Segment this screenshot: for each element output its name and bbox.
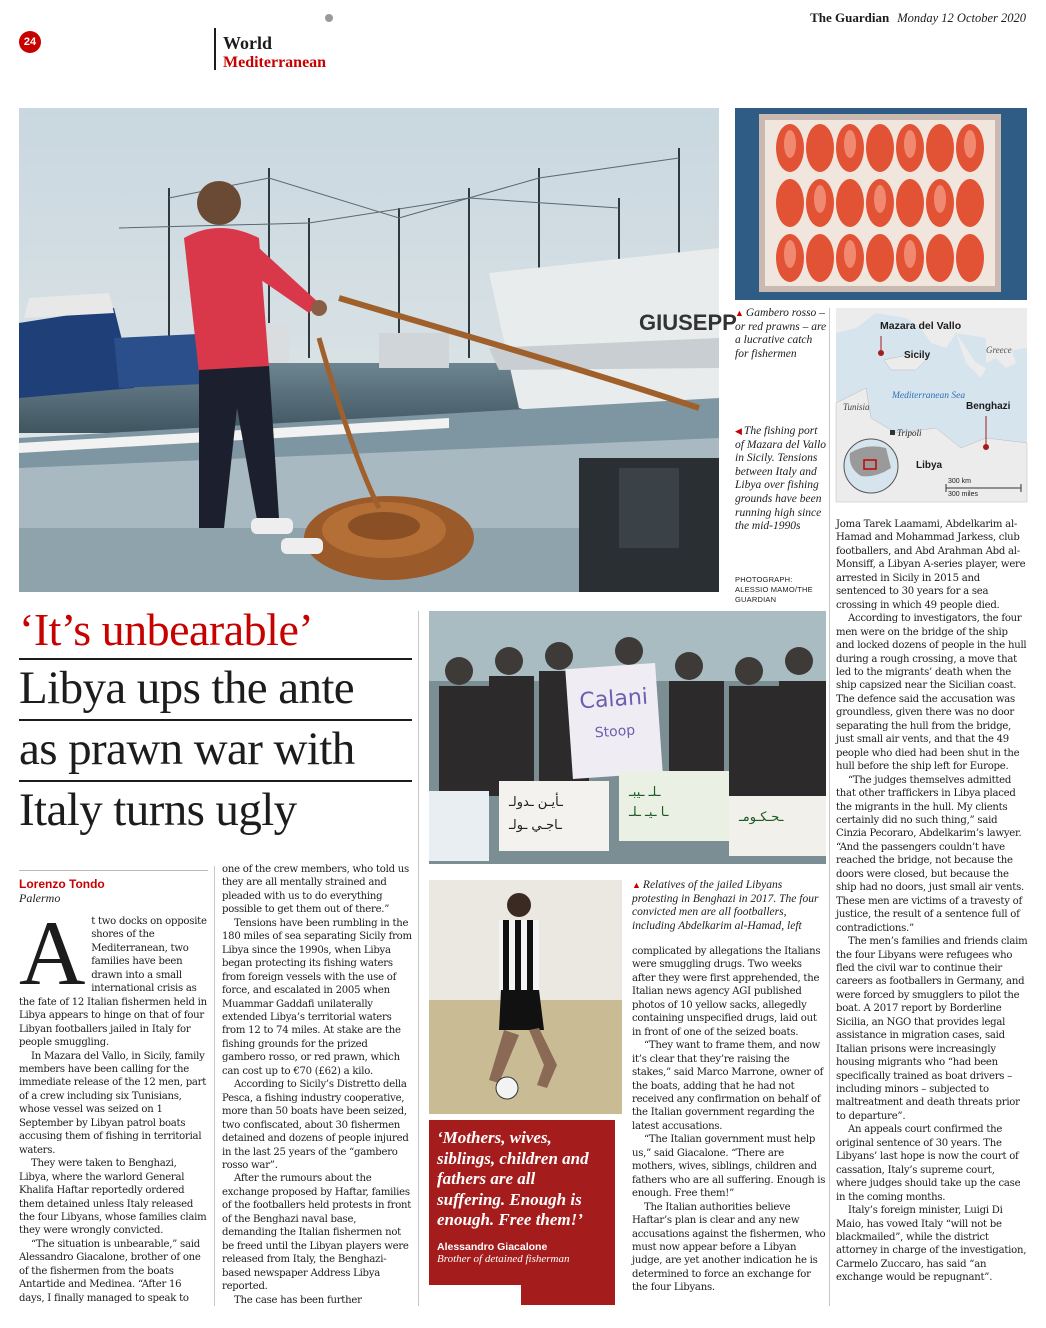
column-rule [214,866,215,1306]
pull-quote-role: Brother of detained fisherman [437,1252,570,1265]
paragraph: “They want to frame them, and now it’s clear that they’re raising the stakes,” said Marco Marrone, owner of the boats, adding that he had not received any confirmation on behalf of the Italian government regarding the latest accusations. [632,1040,824,1132]
paragraph: According to investigators, the four men were on the bridge of the ship and locked dozens of people in the hull during a rough crossing, a move that led to the migrants’ death when the ship capsized near the Sicilian coast. The defence said the accusation was groundless, given there was no door separating the hull from the bridge, just small air vents, and that the 49 people who died had been shut in the hull before the ship left for Europe. [836,613,1027,773]
headline-line-3: Italy turns ugly [19,784,297,836]
map-label-sicily: Sicily [904,350,931,361]
paragraph: The men’s families and friends claim the four Libyans were refugees who fled the civil war to continue their careers as footballers in Germany, and were forced by smugglers to pilot the boat. A 2017 report by Borderline Sicilia, an NGO that provides legal assistance in migration cases, said Italian prisons were increasingly housing migrants who “had been specifically trained as boat drivers – including minors – subjected to maltreatment and death threats prior to departure”. [836,936,1028,1122]
paragraph: complicated by allegations the Italians were smuggling drugs. Two weeks after they were first apprehended, the Italian news agency AGI published photos of 10 yellow sacks, allegedly containing unspecified drugs, laid out in front of one of the seized boats. [632,946,821,1038]
paragraph: one of the crew members, who told us they are all mentally strained and pleaded with us to do everything possible to get them out of there.” [222,864,409,916]
paragraph: t two docks on opposite shores of the Mediterranean, two families have been drawn into a small international crisis as the fate of 12 Italian fishermen held in Libya appears to hinge on that of four Libyan footballers jailed in Italy for people smuggling. [19,916,207,1049]
prawns-caption: ▲ Gambero rosso – or red prawns – are a lucrative catch for fishermen [735,307,827,360]
page-dot [325,14,333,22]
pull-quote-tail [521,1285,615,1305]
fishing-port-photo [19,108,737,592]
column-rule [829,308,830,1306]
svg-text:ـاجـي ـولـ: ـاجـي ـولـ [509,818,562,833]
map-label-greece: Greece [986,345,1012,355]
prawns-photo [735,108,1027,300]
paragraph: After the rumours about the exchange proposed by Haftar, families of the footballers held protests in front of the Benghazi naval base, demanding the Italian fishermen not be freed until the Libyan players were released from Italy, the Benghazi-based newspaper Address Libya reported. [222,1173,412,1293]
author-name: Lorenzo Tondo [19,877,105,891]
paragraph: An appeals court confirmed the original sentence of 30 years. The Libyans’ last hope is now the court of cassation, Italy’s supreme court, where judges should take up the case in the coming months. [836,1124,1021,1203]
svg-text:ـا ـيـ ـلـ: ـا ـيـ ـلـ [629,805,669,820]
pull-quote-name: Alessandro Giacalone [437,1240,548,1253]
headline-kicker: ‘It’s unbearable’ [19,604,314,655]
caption-arrow-left-icon: ◀ [735,426,742,436]
paragraph: “The Italian government must help us,” said Giacalone. “There are mothers, wives, siblings, children and fathers who are all suffering. Enough is enough. Free them!” [632,1134,826,1200]
caption-triangle-icon: ▲ [632,880,641,890]
map-label-tunisia: Tunisia [843,402,870,412]
svg-text:ـلـ ـيبـ: ـلـ ـيبـ [629,785,661,800]
article-column-3 [632,945,826,1307]
map-label-libya: Libya [916,460,943,471]
article-column-2 [222,863,412,1309]
paragraph: According to Sicily’s Distretto della Pesca, a fishing industry cooperative, more than 50 boats have been seized, two confiscated, about 30 fishermen detained and dozens of people injured in the last 25 years of the “gambero rosso war”. [222,1079,409,1171]
headline-rule [19,780,412,782]
map-label-tripoli: Tripoli [897,428,922,438]
section-rule [214,28,216,70]
svg-text:Calani: Calani [578,684,649,715]
subsection-label: Mediterranean [223,54,327,71]
dateline: Palermo [19,891,61,905]
headline-rule [19,719,412,721]
pull-quote [429,1120,615,1285]
protest-caption: ▲ Relatives of the jailed Libyans protesting in Benghazi in 2017. The four convicted men are all footballers, including Abdelkarim al-Hamad, left [632,879,819,932]
article-column-4 [836,518,1028,1308]
paragraph: “The situation is unbearable,” said Alessandro Giacalone, brother of one of the fishermen from the boats Antartide and Medinea. “After 16 days, I finally managed to speak to [19,1238,201,1304]
footballer-photo [429,880,622,1114]
column-rule [418,611,419,1306]
svg-text:GIUSEPP: GIUSEPP [639,310,737,335]
page-number: 24 [19,31,41,53]
article-column-1 [19,902,208,1311]
byline-rule [19,870,208,871]
protest-photo [429,611,826,864]
paragraph: The Italian authorities believe Haftar’s plan is clear and any new accusations against the fishermen, who must now appear before a Libyan judge, are yet another indication he is determined to force an exchange for the four Libyans. [632,1201,826,1294]
svg-text:ـأيـن ـدولـ: ـأيـن ـدولـ [509,795,563,810]
map-label-benghazi: Benghazi [966,401,1011,412]
pull-quote-text: ‘Mothers, wives, siblings, children and fathers are all suffering. Enough is enough. Free them!’ [437,1128,589,1229]
map-scale-miles: 300 miles [948,491,978,498]
newspaper-name: The Guardian [810,10,890,25]
locator-map [836,308,1027,502]
section-label: World [223,33,273,53]
headline-line-2: as prawn war with [19,723,355,775]
map-label-mazara: Mazara del Vallo [880,320,962,332]
headline-rule [19,658,412,660]
svg-text:ـحـكـومـ: ـحـكـومـ [739,810,784,825]
headline-line-1: Libya ups the ante [19,662,355,714]
drop-cap: A [19,902,86,1004]
masthead [810,10,1026,26]
paragraph: “The judges themselves admitted that other traffickers in Libya placed the migrants in the hull. My clients certainly did no such thing,” said Cinzia Pecoraro, Abdelkarim’s lawyer. “And the passengers couldn’t have reached the bridge, not because the doors were closed, but because the ship had no doors, just small air vents. These men are victims of a travesty of justice, the result of a sentence full of contradictions.” [836,774,1025,934]
map-scale-km: 300 km [948,478,971,485]
paragraph: Tensions have been rumbling in the 180 miles of sea separating Sicily from Libya since the 1990s, when Libya began protecting its fishing waters from foreign vessels with the use of force, and escalated in 2005 when Muammar Gaddafi unilaterally extended Libya’s territorial waters from 12 to 74 miles. At stake are the fishing grounds for the prized gambero rosso, or red prawn, which can cost up to €70 (£62) a kilo. [222,917,412,1077]
caption-triangle-icon: ▲ [735,308,744,318]
paragraph: Joma Tarek Laamami, Abdelkarim al-Hamad and Mohammad Jarkess, club footballers, and Abd Arahman Abd al-Monsiff, a Libyan A-series player, were arrested in Sicily in 2015 and sentenced to 30 years for a sea crossing in which 49 people died. [836,519,1026,611]
paragraph: Italy’s foreign minister, Luigi Di Maio, has vowed Italy “will not be blackmailed”, while the district attorney in charge of the investigation, Carmelo Zuccaro, has said “an exchange would be repugnant”. [836,1205,1027,1284]
paragraph: In Mazara del Vallo, in Sicily, family members have been calling for the immediate release of the 12 men, part of a crew including six Tunisians, whose vessel was seized on 1 September by Libyan patrol boats accusing them of fishing in territorial waters. [19,1050,207,1156]
map-label-sea: Mediterranean Sea [892,391,966,401]
issue-date: Monday 12 October 2020 [897,11,1026,25]
svg-text:Stoop: Stoop [594,722,636,742]
port-caption: ◀ The fishing port of Mazara del Vallo in Sicily. Tensions between Italy and Libya over fishing grounds have been running high since the mid-1990s [735,425,827,533]
paragraph: They were taken to Benghazi, Libya, where the warlord General Khalifa Haftar reportedly ordered them detained unless Italy released the four Libyans, whose families claim they were wrongly convicted. [19,1158,207,1237]
paragraph: The case has been further [234,1294,362,1306]
photo-credit: PHOTOGRAPH: ALESSIO MAMO/THE GUARDIAN [735,575,813,604]
